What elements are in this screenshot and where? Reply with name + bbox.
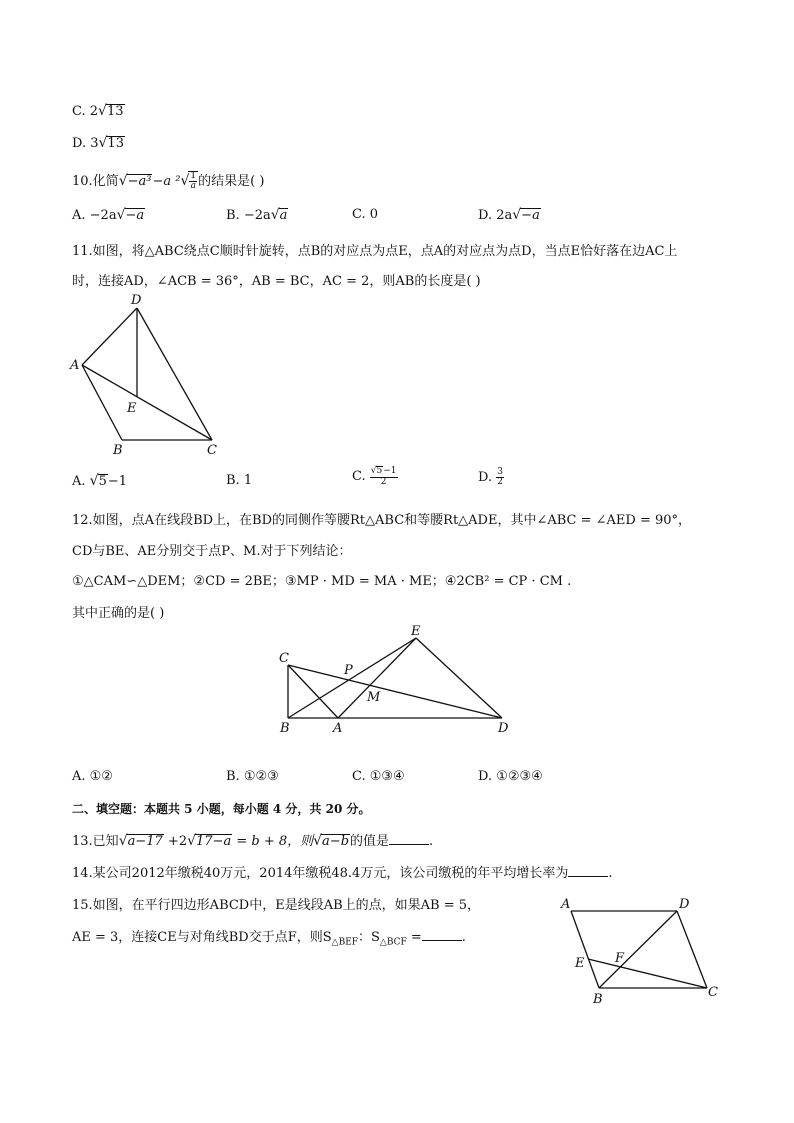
q12-label-E: E <box>411 624 421 639</box>
q12-figure <box>270 620 520 740</box>
q15-seg-EC <box>588 959 707 988</box>
q15-label-D: D <box>679 897 690 912</box>
q14-answer-blank[interactable] <box>568 875 608 877</box>
q11-seg-AD <box>82 308 137 365</box>
q15-label-E: E <box>575 956 585 971</box>
q15-stem-line2: AE = 3，连接CE与对角线BD交于点F，则$S_{\triangle BEF}$：$S_{\triangle BCF}$ = . <box>72 930 466 948</box>
q12-label-B: B <box>280 721 290 736</box>
q12-option-b: B. ①②③ <box>226 769 279 784</box>
q10-option-d: D. 2a√−a <box>478 207 540 223</box>
q12-label-A: A <box>333 721 343 736</box>
q12-stem-line3: ①△CAM∽△DEM；②CD = 2BE；③MP · MD = MA · ME；④2CB² = CP · CM . <box>72 574 572 589</box>
q10-option-a: A. −2a√−a <box>72 207 145 223</box>
q11-figure <box>70 290 230 460</box>
q13-answer-blank[interactable] <box>389 843 429 845</box>
q14-stem: 14.某公司2012年缴税40万元，2014年缴税48.4万元，该公司缴税的年平均增长率为 . <box>72 866 613 881</box>
q12-label-D: D <box>498 721 509 736</box>
q13-stem: 13.已知√a−17 +2√17−a = b + 8，则√a−b的值是 . <box>72 833 434 849</box>
q11-label-C: C <box>207 443 217 458</box>
q12-label-C: C <box>279 651 289 666</box>
q11-option-c: C. $\frac{√5-1}{2}$ <box>352 466 397 487</box>
q12-seg-CD <box>288 665 502 718</box>
q11-stem-line2: 时，连接AD，∠ACB = 36°，AB = BC，AC = 2，则AB的长度是( ) <box>72 274 481 289</box>
q12-label-P: P <box>344 663 353 678</box>
q12-option-d: D. ①②③④ <box>478 769 543 784</box>
q11-label-B: B <box>113 443 123 458</box>
q15-figure <box>555 893 725 1008</box>
q9-option-c: C. 2√13 <box>72 103 124 119</box>
q11-label-D: D <box>131 293 142 308</box>
q12-stem-line4: 其中正确的是( ) <box>72 606 165 621</box>
q12-seg-ED <box>416 638 502 718</box>
q15-label-F: F <box>615 951 625 966</box>
q10-option-b: B. −2a√a <box>226 207 288 223</box>
q15-stem-line1: 15.如图，在平行四边形ABCD中，E是线段AB上的点，如果AB = 5， <box>72 898 481 913</box>
q12-label-M: M <box>367 690 381 705</box>
q15-label-B: B <box>593 992 603 1007</box>
q15-seg-BD <box>599 911 677 988</box>
q15-label-C: C <box>708 985 718 1000</box>
q10-option-c: C. 0 <box>352 207 379 222</box>
q11-label-E: E <box>127 401 137 416</box>
q11-seg-DC <box>137 308 212 440</box>
section-2-heading: 二、填空题：本题共 5 小题，每小题 4 分，共 20 分。 <box>72 802 371 816</box>
q11-stem-line1: 11.如图，将△ABC绕点C顺时针旋转，点B的对应点为点E，点A的对应点为点D，当点E恰好落在边AC上 <box>72 244 678 259</box>
q11-label-A: A <box>70 358 80 373</box>
q12-option-c: C. ①③④ <box>352 769 405 784</box>
q12-stem-line1: 12.如图，点A在线段BD上，在BD的同侧作等腰Rt△ABC和等腰Rt△ADE，其中∠ABC = ∠AED = 90°， <box>72 513 692 528</box>
q15-answer-blank[interactable] <box>422 939 462 941</box>
q12-option-a: A. ①② <box>72 769 113 784</box>
q15-seg-BA <box>571 911 599 988</box>
q12-stem-line2: CD与BE、AE分别交于点P、M.对于下列结论： <box>72 544 352 559</box>
q10-stem: 10.化简√−a³−a ²√ $\frac{1}{a}$ 的结果是( ) <box>72 171 265 191</box>
q12-seg-AE <box>338 638 416 718</box>
q9-option-d: D. 3√13 <box>72 135 124 151</box>
q11-option-d: D. $\frac{3}{2}$ <box>478 467 503 487</box>
q15-label-A: A <box>561 897 571 912</box>
q15-seg-DC <box>677 911 707 988</box>
q12-seg-BE <box>288 638 416 718</box>
q11-option-a: A. √5−1 <box>72 473 128 489</box>
q11-option-b: B. 1 <box>226 473 253 488</box>
